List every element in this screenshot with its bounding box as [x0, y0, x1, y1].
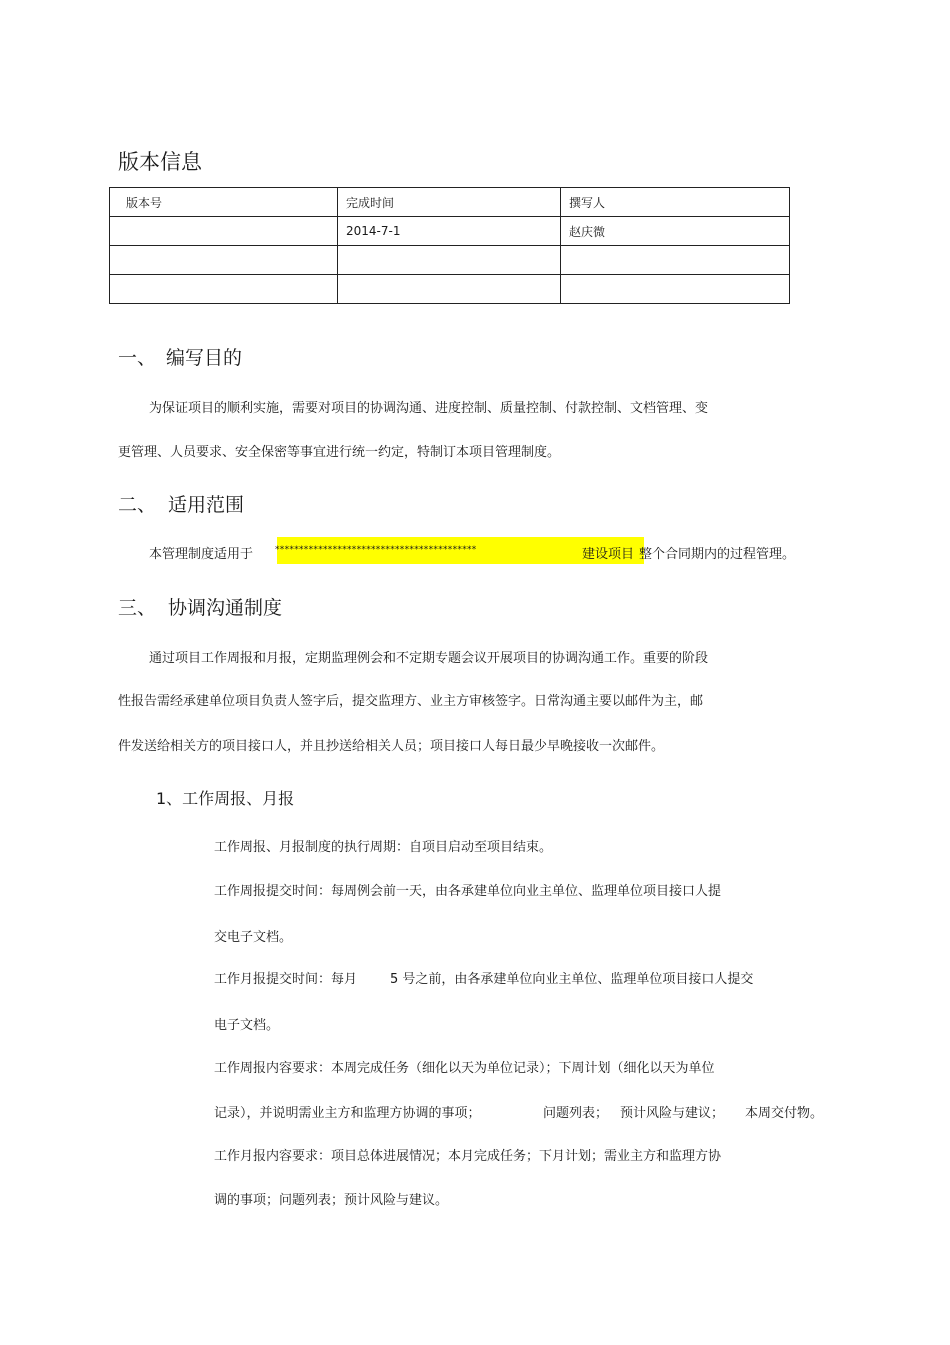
- section3-number: 三、: [118, 597, 157, 619]
- section3-title: 协调沟通制度: [168, 597, 283, 619]
- header-author: 撰写人: [561, 188, 790, 217]
- table-cell: [110, 246, 338, 275]
- sub1-line-5: 电子文档。: [214, 1018, 280, 1033]
- section2-text-after-a: 建设项目: [582, 547, 635, 562]
- table-cell: 2014-7-1: [338, 217, 561, 246]
- version-table: [109, 187, 790, 304]
- header-completion-time: 完成时间: [338, 188, 561, 217]
- table-cell: [561, 275, 790, 304]
- section2-text-after-b: 整个合同期内的过程管理。: [639, 547, 796, 562]
- section3-paragraph-line-1: 通过项目工作周报和月报，定期监理例会和不定期专题会议开展项目的协调沟通工作。重要的阶段: [149, 651, 709, 666]
- table-cell: [338, 246, 561, 275]
- section1-title: 编写目的: [166, 347, 243, 369]
- header-version-number: 版本号: [110, 188, 338, 217]
- table-cell: 赵庆微: [561, 217, 790, 246]
- sub1-line-9: 调的事项；问题列表；预计风险与建议。: [214, 1193, 449, 1208]
- sub1-line-3: 交电子文档。: [214, 930, 293, 945]
- project-name-placeholder: ******************************************: [275, 545, 477, 555]
- section1-paragraph-line-1: 为保证项目的顺利实施，需要对项目的协调沟通、进度控制、质量控制、付款控制、文档管理、变: [149, 401, 709, 416]
- sub1-line-6: 工作周报内容要求：本周完成任务（细化以天为单位记录）；下周计划（细化以天为单位: [214, 1061, 715, 1076]
- section1-number: 一、: [118, 347, 157, 369]
- sub1-line-4b: 5 号之前，由各承建单位向业主单位、监理单位项目接口人提交: [390, 972, 754, 987]
- table-row: [110, 217, 790, 246]
- sub1-line-1: 工作周报、月报制度的执行周期：自项目启动至项目结束。: [214, 840, 553, 855]
- table-header-row: [110, 188, 790, 217]
- table-cell: [110, 275, 338, 304]
- sub1-line-7b: 问题列表；: [543, 1106, 609, 1121]
- table-cell: [110, 217, 338, 246]
- table-cell: [338, 275, 561, 304]
- version-info-title: 版本信息: [118, 150, 202, 174]
- sub1-line-7d: 本周交付物。: [745, 1106, 824, 1121]
- table-row: [110, 246, 790, 275]
- section3-paragraph-line-3: 件发送给相关方的项目接口人，并且抄送给相关人员；项目接口人每日最少早晚接收一次邮件。: [118, 739, 665, 754]
- sub1-line-4a: 工作月报提交时间：每月: [214, 972, 358, 987]
- section3-paragraph-line-2: 性报告需经承建单位项目负责人签字后，提交监理方、业主方审核签字。日常沟通主要以邮件为主，邮: [118, 694, 704, 709]
- section2-text-before: 本管理制度适用于: [149, 547, 254, 562]
- table-row: [110, 275, 790, 304]
- section2-title: 适用范围: [168, 494, 245, 516]
- table-cell: [561, 246, 790, 275]
- section1-paragraph-line-2: 更管理、人员要求、安全保密等事宜进行统一约定，特制订本项目管理制度。: [118, 445, 561, 460]
- sub1-line-2: 工作周报提交时间：每周例会前一天，由各承建单位向业主单位、监理单位项目接口人提: [214, 884, 722, 899]
- section2-number: 二、: [118, 494, 157, 516]
- sub1-line-7a: 记录），并说明需业主方和监理方协调的事项；: [214, 1106, 481, 1121]
- subsection1-title: 1、工作周报、月报: [156, 789, 295, 808]
- sub1-line-8: 工作月报内容要求：项目总体进展情况；本月完成任务；下月计划；需业主方和监理方协: [214, 1149, 722, 1164]
- sub1-line-7c: 预计风险与建议；: [620, 1106, 725, 1121]
